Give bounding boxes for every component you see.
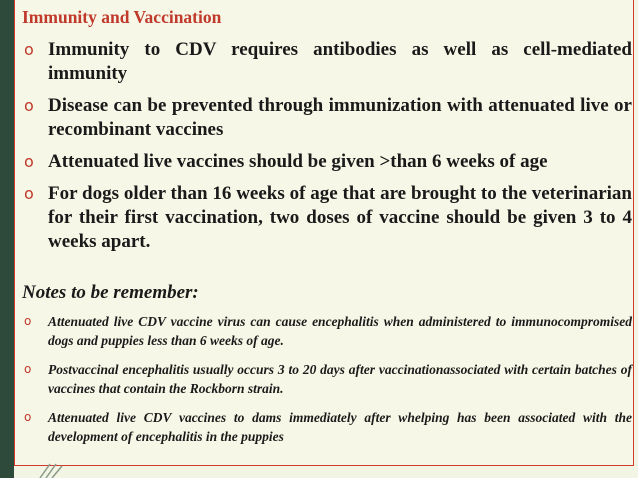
circle-bullet-icon: o bbox=[24, 362, 32, 376]
note-item bbox=[24, 408, 632, 446]
note-item bbox=[24, 360, 632, 398]
bullet-item bbox=[24, 182, 632, 254]
circle-bullet-icon: o bbox=[24, 184, 34, 203]
circle-bullet-icon: o bbox=[24, 96, 34, 115]
note-text: Attenuated live CDV vaccines to dams immediately after whelping has been associated with the development of encephalitis in the puppies bbox=[48, 410, 632, 444]
bullet-text: Immunity to CDV requires antibodies as well as cell-mediated immunity bbox=[48, 39, 632, 84]
slide-title: Immunity and Vaccination bbox=[22, 7, 222, 27]
bullet-text: For dogs older than 16 weeks of age that are brought to the veterinarian for their first vaccination, two doses of vaccine should be given 3 to 4 weeks apart. bbox=[48, 183, 632, 252]
circle-bullet-icon: o bbox=[24, 410, 32, 424]
note-text: Attenuated live CDV vaccine virus can cause encephalitis when administered to immunocompromised dogs and puppies less than 6 weeks of age. bbox=[48, 314, 632, 348]
decorative-lines bbox=[36, 460, 96, 478]
circle-bullet-icon: o bbox=[24, 40, 34, 59]
bullet-text: Disease can be prevented through immunization with attenuated live or recombinant vaccines bbox=[48, 95, 632, 140]
notes-heading: Notes to be remember: bbox=[22, 282, 199, 303]
circle-bullet-icon: o bbox=[24, 314, 32, 328]
left-accent-bar bbox=[0, 0, 14, 478]
main-bullet-list bbox=[24, 38, 632, 254]
bullet-item bbox=[24, 38, 632, 86]
note-item bbox=[24, 312, 632, 350]
bullet-text: Attenuated live vaccines should be given >than 6 weeks of age bbox=[48, 151, 548, 172]
bullet-item bbox=[24, 94, 632, 142]
bullet-item bbox=[24, 150, 632, 174]
circle-bullet-icon: o bbox=[24, 152, 34, 171]
notes-list bbox=[24, 312, 632, 446]
note-text: Postvaccinal encephalitis usually occurs 3 to 20 days after vaccinationassociated with certain batches of vaccines that contain the Rockborn strain. bbox=[48, 362, 632, 396]
